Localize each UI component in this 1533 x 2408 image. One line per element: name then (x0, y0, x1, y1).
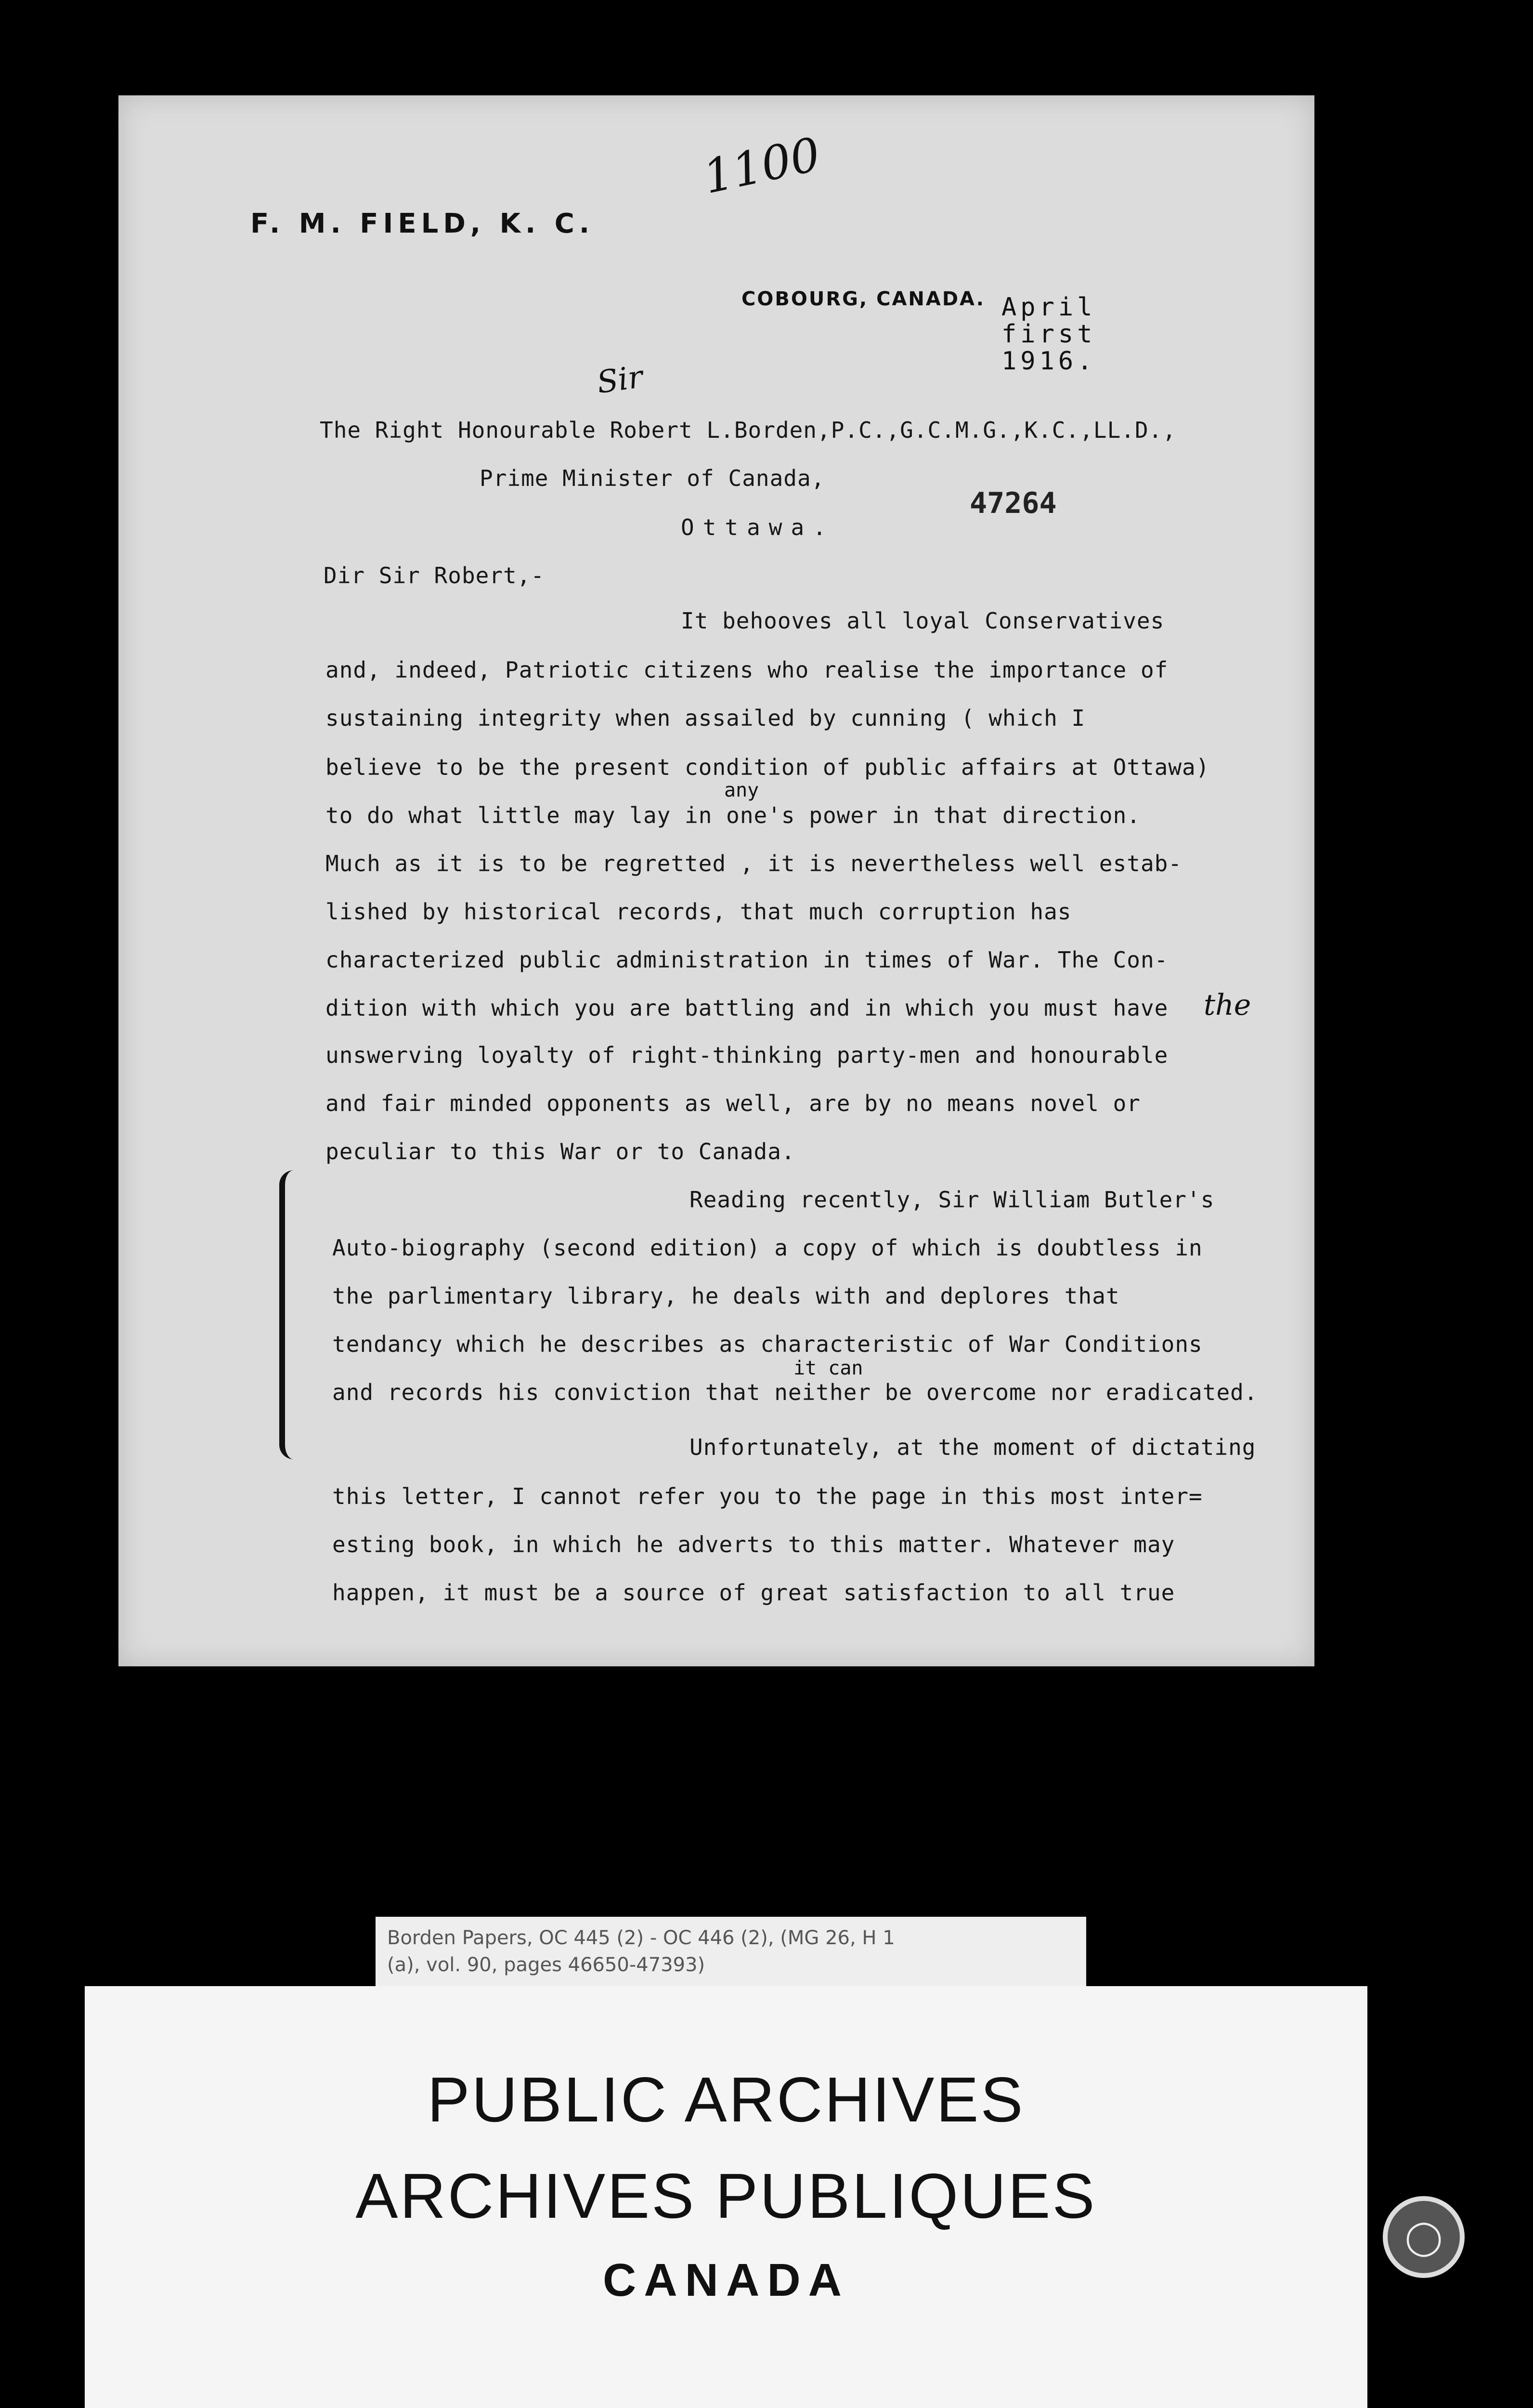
body-line: and, indeed, Patriotic citizens who realise the importance of (325, 657, 1169, 683)
body-line: to do what little may lay in one's power in that direction. (325, 802, 1141, 828)
body-line: lished by historical records, that much corruption has (325, 899, 1072, 925)
handwritten-number: 1100 (699, 127, 825, 205)
body-line: Auto-biography (second edition) a copy of which is doubtless in (332, 1235, 1203, 1261)
body-line: unswerving loyalty of right-thinking party-men and honourable (325, 1042, 1169, 1068)
archives-card-line-3: CANADA (603, 2254, 849, 2306)
file-number: 47264 (970, 486, 1057, 520)
body-line: peculiar to this War or to Canada. (325, 1139, 795, 1165)
body-line: Much as it is to be regretted , it is nevertheless well estab- (325, 851, 1182, 877)
body-line: happen, it must be a source of great satisfaction to all true (332, 1580, 1175, 1606)
body-line: It behooves all loyal Conservatives (681, 608, 1165, 634)
margin-bracket (279, 1170, 294, 1459)
letter-place: COBOURG, CANADA. (741, 288, 985, 310)
hand-insert-the: the (1204, 988, 1251, 1022)
body-line: sustaining integrity when assailed by cunning ( which I (325, 705, 1086, 731)
archives-card-line-2: ARCHIVES PUBLIQUES (355, 2160, 1097, 2231)
body-line: this letter, I cannot refer you to the page in this most inter= (332, 1483, 1203, 1509)
body-line: the parlimentary library, he deals with and deplores that (332, 1283, 1120, 1309)
archive-reference-line-1: Borden Papers, OC 445 (2) - OC 446 (2), (MG 26, H 1 (387, 1927, 895, 1949)
body-line: dition with which you are battling and in which you must have (325, 995, 1169, 1021)
archives-card (85, 1986, 1367, 2408)
hand-insert-any: any (724, 779, 759, 801)
letter-date (1001, 294, 1096, 375)
body-line: characterized public administration in times of War. The Con- (325, 947, 1169, 973)
letter-page (118, 95, 1314, 1666)
body-line: esting book, in which he adverts to this matter. Whatever may (332, 1531, 1175, 1557)
body-line: believe to be the present condition of public affairs at Ottawa) (325, 754, 1210, 780)
date-month: April (1001, 293, 1096, 322)
address-line-2: Prime Minister of Canada, (480, 465, 825, 491)
address-line-3: Ottawa. (681, 514, 835, 540)
salutation: Dir Sir Robert,- (324, 563, 545, 589)
archives-seal-icon: ◯ (1383, 2196, 1465, 2278)
address-line-1: The Right Honourable Robert L.Borden,P.C.,G.C.M.G.,K.C.,LL.D., (320, 417, 1177, 443)
letterhead: F. M. FIELD, K. C. (250, 208, 595, 239)
hand-insert-sir: Sir (595, 359, 645, 401)
body-line: Reading recently, Sir William Butler's (689, 1187, 1215, 1213)
body-line: Unfortunately, at the moment of dictating (689, 1434, 1256, 1460)
archives-card-line-1: PUBLIC ARCHIVES (427, 2064, 1025, 2135)
archive-reference-strip (376, 1917, 1086, 1987)
body-line: and fair minded opponents as well, are by no means novel or (325, 1090, 1141, 1116)
body-line: and records his conviction that neither be overcome nor eradicated. (332, 1379, 1258, 1405)
date-day: first (1001, 320, 1096, 349)
date-year: 1916. (1001, 347, 1096, 376)
body-line: tendancy which he describes as characteristic of War Conditions (332, 1331, 1203, 1357)
archive-reference-line-2: (a), vol. 90, pages 46650-47393) (387, 1954, 705, 1976)
hand-insert-it-can: it can (793, 1357, 863, 1379)
